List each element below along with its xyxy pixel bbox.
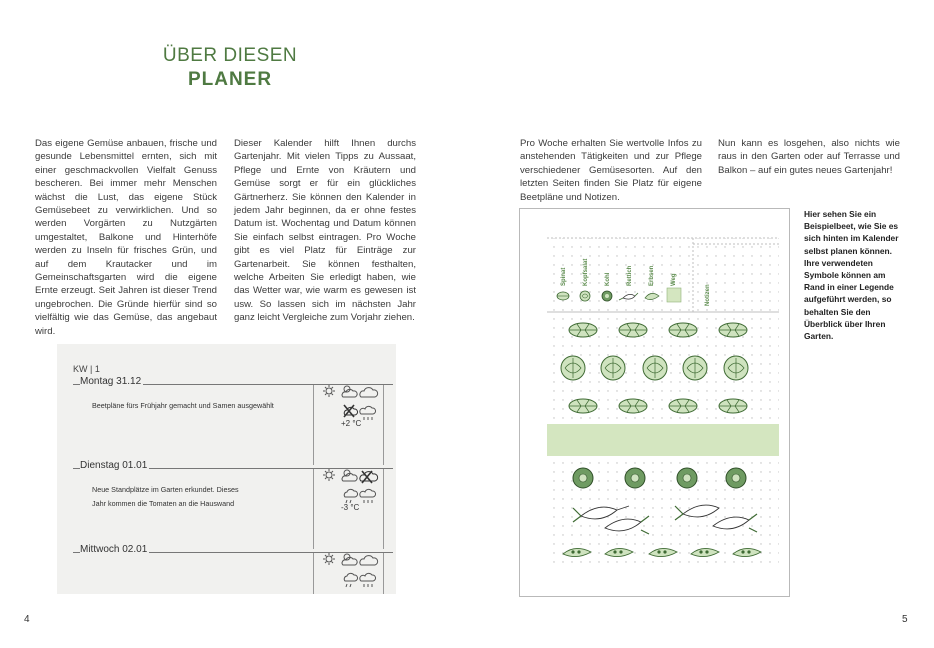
cabbage-icon	[602, 291, 612, 301]
lettuce-icon	[643, 356, 667, 380]
lettuce-icon	[580, 291, 590, 301]
rain-icon	[344, 573, 357, 587]
entry-note-line: Jahr kommen die Tomaten an die Hauswand	[92, 499, 235, 508]
entry-date: Montag 31.12	[80, 376, 142, 387]
divider	[313, 553, 314, 594]
weather-icons	[321, 551, 381, 591]
legend-label: Kopfsalat	[583, 258, 589, 286]
text-column-4: Nun kann es losgehen, also nichts wie raus in den Garten oder auf Terrasse und Balkon – auf ein gutes neues Gartenjahr!	[718, 138, 900, 176]
sun-icon	[323, 553, 335, 565]
entry-note-line: Neue Standplätze im Garten erkundet. Dieses	[92, 485, 239, 494]
bed-plan	[543, 236, 783, 566]
spinach-icon	[619, 323, 647, 337]
lettuce-icon	[561, 356, 585, 380]
legend-label: Spinat	[561, 267, 567, 286]
spinach-icon	[619, 399, 647, 413]
calendar-example	[57, 344, 396, 594]
divider	[313, 469, 314, 549]
divider	[313, 385, 314, 465]
legend-label: Rettich	[627, 265, 633, 286]
calendar-entry-monday	[73, 376, 393, 464]
path-stripe	[547, 424, 779, 456]
page-number-right: 5	[902, 614, 908, 625]
cloud-icon	[360, 556, 378, 565]
spinach-icon	[669, 399, 697, 413]
page-number-left: 4	[24, 614, 30, 625]
entry-note	[92, 399, 274, 413]
entry-note-line: Beetpläne fürs Frühjahr gemacht und Samen ausgewählt	[92, 401, 274, 410]
cabbage-icon	[573, 468, 593, 488]
entry-date: Mittwoch 02.01	[80, 544, 148, 555]
bed-plan-caption: Hier sehen Sie ein Beispielbeet, wie Sie es sich hinten im Kalender selbst planen können. Ihre verwendeten Symbole können am Rand in einer Legende aufgeführt werden, so behalten Sie den Überblick über Ihren Garten.	[804, 209, 899, 342]
lettuce-icon	[683, 356, 707, 380]
cabbage-icon	[726, 468, 746, 488]
spinach-icon	[719, 399, 747, 413]
spinach-icon	[669, 323, 697, 337]
legend-label: Erbsen	[649, 265, 655, 286]
spinach-icon	[569, 323, 597, 337]
rain-icon-crossed	[344, 405, 358, 417]
spinach-icon	[569, 399, 597, 413]
cabbage-icon	[677, 468, 697, 488]
week-label: KW | 1	[73, 364, 100, 374]
calendar-entry-tuesday	[73, 460, 393, 548]
temperature: +2 °C	[341, 419, 362, 428]
lettuce-icon	[601, 356, 625, 380]
page-heading	[150, 44, 310, 92]
cabbage-icon	[625, 468, 645, 488]
cloud-icon-crossed	[360, 471, 378, 483]
snow-icon	[360, 573, 376, 587]
rain-icon	[344, 489, 357, 503]
divider	[383, 469, 384, 549]
notes-label: Notizen	[705, 284, 711, 306]
legend-label: Weg	[671, 273, 677, 286]
heading-line-1: ÜBER DIESEN	[162, 45, 298, 66]
path-icon	[667, 288, 681, 302]
snow-icon	[360, 406, 376, 420]
heading-line-2: PLANER	[187, 69, 273, 90]
text-column-2: Dieser Kalender hilft Ihnen durchs Gartenjahr. Mit vielen Tipps zu Aussaat, Pflege und Ernte von Kräutern und Gemüse sorgt er für ein glückliches Gärtnerherz. Sie können den Kalender in jedem Jahr beginnen, da er ohne festes Datum ist. Wochentag und Datum können Sie einfach selbst eintragen. Pro Woche gibt es viel Platz für Einträge zur Gartenarbeit. Sie können festhalten, welche Arbeiten Sie erledigt haben, wie das Wetter war, wie warm es gewesen ist usw. So lassen sich im nächsten Jahr ganz leicht Vergleiche zum Vorjahr ziehen.	[234, 138, 416, 324]
sun-icon	[323, 385, 335, 397]
sun-icon	[323, 469, 335, 481]
entry-note	[92, 483, 239, 511]
sun-cloud-icon	[342, 386, 357, 397]
sun-cloud-icon	[342, 470, 357, 481]
calendar-entry-wednesday	[73, 544, 393, 594]
bed-plan-frame	[519, 208, 790, 597]
snow-icon	[360, 489, 376, 503]
cloud-icon	[360, 388, 378, 397]
divider	[383, 553, 384, 594]
temperature: -3 °C	[341, 503, 360, 512]
sun-cloud-icon	[342, 554, 357, 565]
spinach-icon	[719, 323, 747, 337]
legend-label: Kohl	[605, 272, 611, 286]
entry-date: Dienstag 01.01	[80, 460, 148, 471]
divider	[383, 385, 384, 465]
text-column-1: Das eigene Gemüse anbauen, frische und gesunde Lebensmittel ernten, sich mit einer geschmackvollen Vielfalt Genuss bescheren. Bei immer mehr Menschen wächst die Lust, das eigene Stück Gemüsebeet zu verwirklichen. Und so werden Vorgärten zu Nutzgärten umgestaltet, Balkone und Hinterhöfe werden zu Inseln für frisches Grün, und auf dem Krautacker und im Gemeinschaftsgarten wird die eigene Ernte erzeugt. Seit Jahren ist dieser Trend ungebrochen. Die Gründe hierfür sind so vielfältig wie das Gemüse, das angebaut wird.	[35, 138, 217, 337]
text-column-3: Pro Woche erhalten Sie wertvolle Infos zu anstehenden Tätigkeiten und zur Pflege verschiedener Gemüsesorten. Auf den letzten Seiten finden Sie Platz für eigene Beetpläne und Notizen.	[520, 138, 702, 203]
lettuce-icon	[724, 356, 748, 380]
spinach-icon	[557, 292, 569, 300]
